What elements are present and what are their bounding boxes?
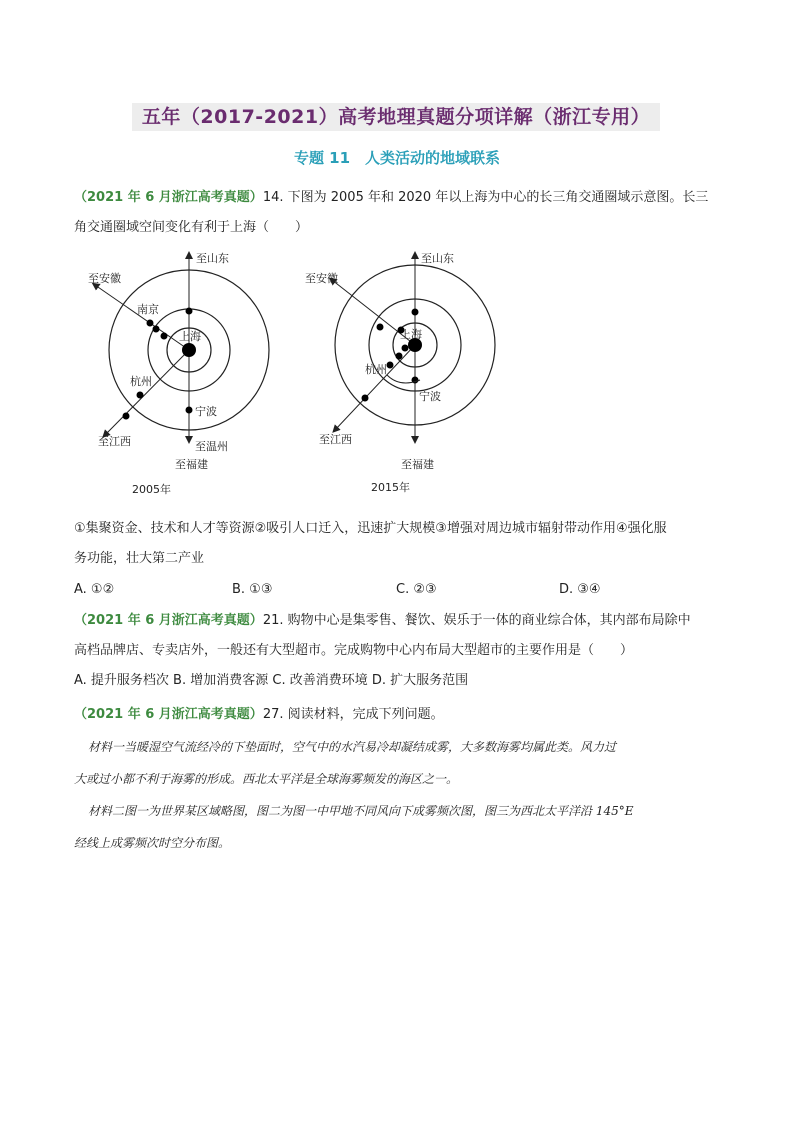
q14-text bbox=[74, 183, 724, 243]
option-d[interactable]: D. ③④ bbox=[559, 582, 601, 597]
figure-2005 bbox=[60, 240, 310, 505]
label-jiangxi: 至江西 bbox=[98, 435, 131, 448]
statements-line2: 务功能，壮大第二产业 bbox=[74, 551, 205, 566]
label-shandong: 至山东 bbox=[196, 252, 229, 265]
q27-line1: 27. 阅读材料，完成下列问题。 bbox=[262, 707, 444, 722]
material1-line1: 材料一当暖湿空气流经冷的下垫面时，空气中的水汽易冷却凝结成雾，大多数海雾均属此类。风力过 bbox=[88, 740, 617, 754]
option-a[interactable]: A. ①② bbox=[74, 582, 115, 597]
q14-line1: 14. 下图为 2005 年和 2020 年以上海为中心的长三角交通圈域示意图。长三 bbox=[262, 190, 709, 205]
label-jiangxi: 至江西 bbox=[319, 433, 352, 446]
q21-text bbox=[74, 606, 724, 696]
figure-2015 bbox=[295, 240, 545, 505]
material-2 bbox=[74, 795, 724, 859]
q14-line2: 角交通圈域空间变化有利于上海（ ） bbox=[74, 220, 309, 235]
option-b[interactable]: B. ①③ bbox=[232, 582, 273, 597]
label-hangzhou: 杭州 bbox=[130, 375, 152, 388]
statements-line1: ①集聚资金、技术和人才等资源②吸引人口迁入，迅速扩大规模③增强对周边城市辐射带动作用④强化服 bbox=[74, 521, 667, 536]
label-fujian: 至福建 bbox=[401, 458, 434, 471]
q27-source: （2021 年 6 月浙江高考真题） bbox=[74, 707, 263, 722]
label-shanghai: 上海 bbox=[400, 328, 422, 341]
label-ningbo: 宁波 bbox=[195, 405, 217, 418]
q21-line1: 21. 购物中心是集零售、餐饮、娱乐于一体的商业综合体，其内部布局除中 bbox=[262, 613, 691, 628]
option-c[interactable]: C. ②③ bbox=[396, 582, 437, 597]
q14-statements bbox=[74, 514, 724, 574]
page-title: 五年（2017-2021）高考地理真题分项详解（浙江专用） bbox=[132, 103, 660, 131]
label-shandong: 至山东 bbox=[421, 252, 454, 265]
label-hangzhou: 杭州 bbox=[365, 363, 387, 376]
material2-line1: 材料二图一为世界某区域略图，图二为图一中甲地不同风向下成雾频次图，图三为西北太平洋沿 145°E bbox=[88, 804, 634, 818]
year-2015: 2015年 bbox=[371, 481, 410, 494]
label-ningbo: 宁波 bbox=[419, 390, 441, 403]
material1-line2: 大或过小都不利于海雾的形成。西北太平洋是全球海雾频发的海区之一。 bbox=[74, 772, 459, 786]
label-anhui: 至安徽 bbox=[88, 272, 121, 285]
label-anhui: 至安徽 bbox=[305, 272, 338, 285]
road-jiangxi bbox=[105, 350, 189, 435]
section-subtitle: 专题 11 人类活动的地域联系 bbox=[293, 149, 501, 167]
q14-options bbox=[74, 576, 724, 604]
q21-line2: 高档品牌店、专卖店外，一般还有大型超市。完成购物中心内布局大型超市的主要作用是（ ） bbox=[74, 643, 634, 658]
label-fujian: 至福建 bbox=[175, 458, 208, 471]
material-1 bbox=[74, 731, 724, 795]
q14-source: （2021 年 6 月浙江高考真题） bbox=[74, 190, 263, 205]
label-nanjing: 南京 bbox=[137, 303, 159, 316]
material2-line2: 经线上成雾频次时空分布图。 bbox=[74, 836, 231, 850]
q21-source: （2021 年 6 月浙江高考真题） bbox=[74, 613, 263, 628]
city-shanghai bbox=[182, 343, 196, 357]
q27-text bbox=[74, 700, 724, 730]
year-2005: 2005年 bbox=[132, 483, 171, 496]
q21-options: A. 提升服务档次 B. 增加消费客源 C. 改善消费环境 D. 扩大服务范围 bbox=[74, 673, 469, 688]
label-wenzhou: 至温州 bbox=[195, 440, 228, 453]
label-shanghai: 上海 bbox=[179, 330, 201, 343]
